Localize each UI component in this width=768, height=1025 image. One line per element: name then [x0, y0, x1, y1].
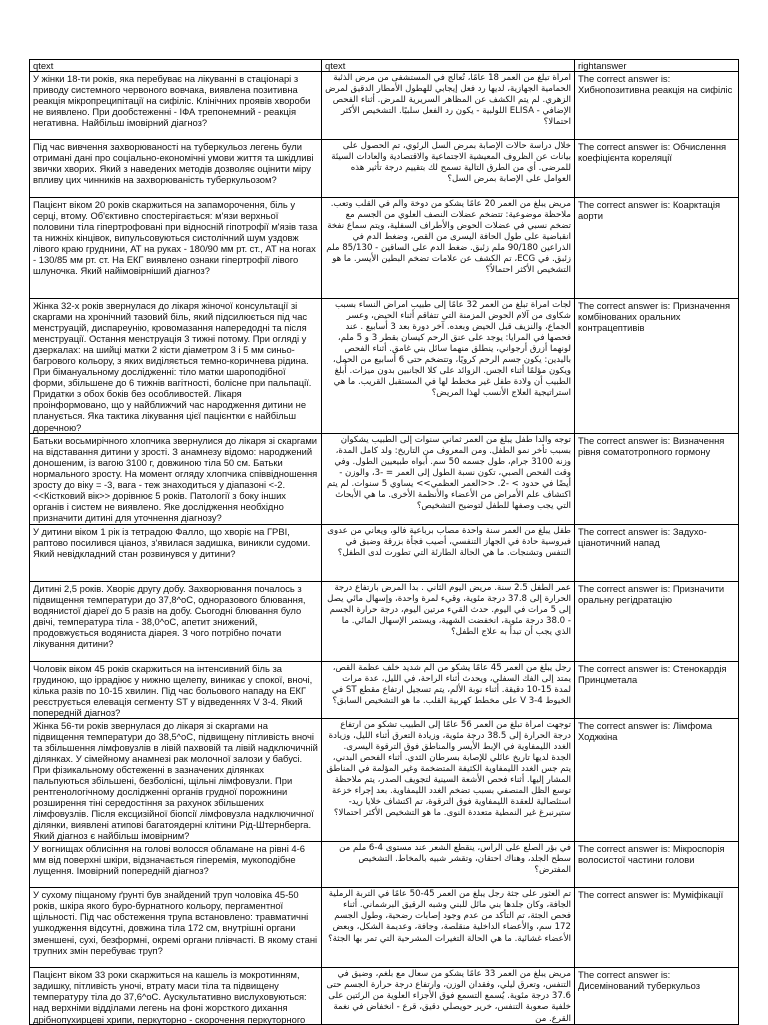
question-ar: [322, 718, 575, 842]
question-ar-text: توجهت امرأة تبلغ من العمر 56 عامًا إلى الطبيب تشكو من ارتفاع درجة الحرارة إلى 38.5 درجة مئوية، وزيادة التعرق أثناء الليل، وزيادة الغدد الليمفاوية في الإبط الأيسر والمناطق فوق الترقوة اليسرى. الجدة لديها تاريخ عائلي للإصابة بسرطان الثدي. أثناء الفحص البدني، يتم جس الغدد الليمفاوية الكثيفة المتضخمة وغير المؤلمة في المناطق المشار إليها. أثناء فحص الأشعة السينية لتجويف الصدر، يتم ملاحظة توسع الظل المنصفي بسبب تضخم الغدد الليمفاوية. بعد إجراء خزعة استئصالية للعقدة الليمفاوية فوق الترقوة، تم اكتشاف خلايا ريد-ستيرنبرغ غير النمطية متعددة النوى. ما هو التشخيص الأكثر احتمالا؟: [326, 719, 571, 819]
question-uk: Дитині 2,5 років. Хворіє другу добу. Захворювання почалось з підвищення температури до 37,8^oC, одноразового блювання, водянистої діареї до 5 разів на добу. Сьогодні блювання було двічі, температура тіла - 38,0^oC, апетит знижений, продовжується водяниста діарея. З чого потрібно почати лікування дитини?: [30, 581, 322, 661]
question-uk-text: Пацієнт віком 33 роки скаржиться на кашель із мокротинням, задишку, пітливість уночі, втрату маси тіла та підвищену температуру тіла до 37,6^oC. Аускультативно вислуховуються: над верхніми відділами легень на фоні жорсткого дихання дрібнопухирцеві хрипи, перкуторно - скорочення перкуторного: [33, 969, 307, 1025]
question-ar-text: توجه والدا طفل يبلغ من العمر ثماني سنوات إلى الطبيب يشكوان بسبب تأخر نمو الطفل. ومن المعروف من التاريخ: ولد كامل المدة، وزنه 3100 جرام، طول جسمه 50 سم. أبواه طبيعيين الطول. وفي وقت الفحص الصبي، تكون نسبة الطول إلى العمر = -3، والوزن - أيضًا في حدود > -2. <<العمر العظمي>> يساوي 5 سنوات. لم يتم اكتشاف علم الأمراض من الأعضاء والأنظمة الأخرى. ما هي الأبحاث التي يجب وصفها للطفل لتوضيح التشخيص؟: [327, 434, 571, 511]
question-uk: Під час вивчення захворюваності на туберкульоз легень були отримані дані про соціально-економічні умови життя та шкідливі звички хворих. Який з наведених методів дозволяє оцінити міру впливу цих чинників на захворюваність туберкульозом?: [30, 140, 322, 198]
question-ar: [322, 888, 575, 968]
question-uk: Жінка 56-ти років звернулася до лікаря зі скаргами на підвищення температури до 38,5^oC, підвищену пітливість вночі та збільшення лімфовузлів в лівій пахвовій та лівій надключичній ділянках. У сімейному анамнезі рак молочної залози у бабусі. При фізикальному обстеженні в зазначених ділянках пальпуються збільшені, безболісні, щільні лімфовузли. При рентгенологічному дослідженні органів грудної порожнини розширення тіні середостіння за рахунок збільшених лімфовузлів. Після ексцизійної біопсії лімфовузла надключичної ділянки, виявлені атипові багатоядерні клітини Рід-Штернберга. Який діагноз є найбільш імовірним?: [30, 718, 322, 842]
table-row: [30, 968, 739, 1025]
question-ar: [322, 299, 575, 434]
question-uk: Батьки восьмирічного хлопчика звернулися до лікаря зі скаргами на відставання дитини у зрості. З анамнезу відомо: народжений доношеним, із вагою 3100 г, довжиною тіла 50 см. Батьки нормального зросту. На момент огляду хлопчика співвідношення зросту до віку = -3, вага - теж знаходиться у діапазоні <-2. <<Кістковий вік>> дорівнює 5 років. Патології з боку інших органів і систем не виявлено. Яке дослідження необхідно призначити дитині для уточнення діагнозу?: [30, 433, 322, 524]
column-header-qtext-ar: qtext: [322, 60, 575, 72]
table-row: [30, 72, 739, 140]
right-answer: The correct answer is: Муміфікації: [575, 888, 739, 968]
right-answer: The correct answer is: Задухо-ціанотичний напад: [575, 524, 739, 581]
question-ar-text: تم العثور على جثة رجل يبلغ من العمر 45-50 عامًا في التربة الرملية الجافة، وكان جلدها بني مائل للبني وشبه الرقيق البرشماني. أثناء فحص الجثة، تم التأكد من عدم وجود إصابات رضحية، وطول الجسم 172 سم، والأعضاء الداخلية منقلصة، وجافة، وعديمة الشكل، وبعض الأعضاء غشائية. ما هي الحالة التغيرات المشرحية التي تمر بها الجثة؟: [328, 889, 571, 944]
right-answer: The correct answer is: Хибнопозитивна реакція на сифіліс: [575, 72, 739, 140]
question-ar: [322, 524, 575, 581]
question-ar: [322, 140, 575, 198]
column-header-qtext-uk: qtext: [30, 60, 322, 72]
table-row: [30, 581, 739, 661]
question-ar-text: خلال دراسة حالات الإصابة بمرض السل الرئوي، تم الحصول على بيانات عن الظروف المعيشية الاجتماعية والاقتصادية والعادات السيئة للمرضى. أي من الطرق التالية تسمح لك بتقييم درجة تأثير هذه العوامل على الإصابة بمرض السل؟: [331, 141, 571, 185]
header-row: [30, 60, 739, 72]
question-uk: Жінка 32-х років звернулася до лікаря жіночої консультації зі скаргами на хронічний тазовий біль, який підсилюється під час менструацій, диспареунію, кровомазання напередодні та після менструації. Остання менструація 3 тижні потому. При огляді у дзеркалах: на шийці матки 2 кісти діаметром 3 і 5 мм синьо-багрового кольору, з яких виділяється темно-коричнева рідина. При бімануальному дослідженні: тіло матки шароподібної форми, збільшене до 6 тижнів вагітності, болісне при пальпації. Придатки з обох боків без особливостей. Лікаря проінформовано, що у найближчий час народження дитини не планується. Яка тактика лікування цієї пацієнтки є найбільш доречною?: [30, 299, 322, 434]
question-uk: У сухому піщаному ґрунті був знайдений труп чоловіка 45-50 років, шкіра якого буро-бурнатного кольору, пергаментної щільності. Під час обстеження трупа встановлено: травматичні ушкодження відсутні, довжина тіла 172 см, внутрішні органи зменшені, сухі, безформні, окремі органи плівчасті. В якому стані трупних змін перебуває труп?: [30, 888, 322, 968]
question-ar-text: طفل يبلغ من العمر سنة واحدة مصاب برباعية فالو، ويعاني من عدوى فيروسية حادة في الجهاز التنفسي، أصيب فجأة بزرقة وضيق في التنفس وتشنجات. ما هي الحالة الطارئة التي تطورت لدى الطفل؟: [327, 525, 571, 558]
right-answer: The correct answer is: Лімфома Ходжкіна: [575, 718, 739, 842]
question-ar-text: رجل يبلغ من العمر 45 عامًا يشكو من ألم شديد خلف عظمة القص، يمتد إلى الفك السفلي، ويحدث أثناء الراحة، في الليل، عدة مرات لمدة 15-10 دقيقة. أثناء نوبة الألم، يتم تسجيل ارتفاع مقطع ST في الخيوط V 3-4 على مخطط كهربية القلب. ما هو التشخيص السابق؟: [331, 662, 571, 706]
table-row: [30, 299, 739, 434]
right-answer: The correct answer is: Дисемінований туберкульоз: [575, 968, 739, 1025]
question-uk: У вогнищах облисіння на голові волосся обламане на рівні 4-6 мм від поверхні шкіри, відзначається гіперемія, мукоподібне лущення. Імовірний попередній діагноз?: [30, 842, 322, 888]
question-ar: [322, 968, 575, 1025]
table-row: [30, 718, 739, 842]
right-answer: The correct answer is: Обчислення коефіцієнта кореляції: [575, 140, 739, 198]
question-uk: У дитини віком 1 рік із тетрадою Фалло, що хворіє на ГРВІ, раптово посилився ціаноз, з'явилася задишка, виникли судоми. Який невідкладний стан розвинувся у дитини?: [30, 524, 322, 581]
table-row: [30, 524, 739, 581]
question-ar: [322, 198, 575, 299]
question-ar: [322, 661, 575, 718]
question-ar-text: مريض يبلغ من العمر 20 عامًا يشكو من دوخة وألم في القلب وتعب. ملاحظة موضوعية: تتضخم عضلات النصف العلوي من الجسم مع تضخم نسبي في عضلات الحوض والأطراف السفلية، ويتم سماع نفخة انقباضية على طول الحافة اليسرى من القص، وضغط الدم في الذراعين 90/180 ملم زئبق. ضغط الدم على الساقين - 85/130 ملم زئبق. في ECG، تم الكشف عن علامات تضخم البطين الأيسر. ما هو التشخيص الأكثر احتمالاً؟: [326, 199, 571, 276]
right-answer: The correct answer is: Коарктація аорти: [575, 198, 739, 299]
questions-table: [29, 59, 739, 1025]
table-row: [30, 198, 739, 299]
question-ar: [322, 433, 575, 524]
right-answer: The correct answer is: Призначити оральну регідратацію: [575, 581, 739, 661]
question-uk: Чоловік віком 45 років скаржиться на інтенсивний біль за грудиною, що іррадіює у нижню щелепу, виникає у спокої, вночі, кілька разів по 10-15 хвилин. Під час больового нападу на ЕКГ реєструється елевація сегменту ST у відведеннях V 3-4. Який попередній діагноз?: [30, 661, 322, 718]
question-sheet: [29, 59, 738, 1025]
question-ar-text: عمر الطفل 2.5 سنة. مريض اليوم الثاني . بدأ المرض بارتفاع درجة الحرارة إلى 37.8 درجة مئوية، وقيء لمرة واحدة، وإسهال مائي يصل إلى 5 مرات في اليوم. حدث القيء مرتين اليوم، درجة حرارة الجسم - 38.0 درجة مئوية، انخفضت الشهية، ويستمر الإسهال المائي. ما الذي يجب أن تبدأ به علاج الطفل؟: [327, 582, 571, 637]
question-ar: [322, 842, 575, 888]
question-ar-text: امرأة تبلغ من العمر 18 عامًا، تُعالج في المستشفى من مرض الذئبة الحمامية الجهازية، لديها رد فعل إيجابي للهطول الأمطار الدقيق لمرض الزهري. لم يتم الكشف عن المظاهر السريرية للمرض. أثناء الفحص الإضافي - ELISA اللولبية - يكون رد الفعل سلبيًا. التشخيص الأكثر احتمالا؟: [325, 73, 571, 128]
question-uk: У жінки 18-ти років, яка перебуває на лікуванні в стаціонарі з приводу системного червоного вовчака, виявлена позитивна реакція мікропреципітації на сифіліс. Клінічних проявів хвороби не виявлено. При дообстеженні - ІФА трепонемний - реакція негативна. Найбільш імовірний діагноз?: [30, 72, 322, 140]
question-ar-text: مريض يبلغ من العمر 33 عامًا يشكو من سعال مع بلغم، وضيق في التنفس، وتعرق ليلي، وفقدان الوزن، وارتفاع درجة حرارة الجسم حتى 37.6 درجة مئوية. يُسمع التسمع فوق الأجزاء العلوية من الرئتين على خلفية صعوبة التنفس، خرير حويصلي دقيق، قرع - انخفاض في نغمة القرع. من: [326, 969, 571, 1024]
question-ar: [322, 72, 575, 140]
table-row: [30, 433, 739, 524]
table-row: [30, 140, 739, 198]
question-uk: Пацієнт віком 20 років скаржиться на запаморочення, біль у серці, втому. Об'єктивно спостерігається: м'язи верхньої половини тіла гіпертрофовані при відносній гіпотрофії м'язів таза та нижніх кінцівок, випульсовуються систолічний шум уздовж лівого краю груднини, АТ на руках - 180/90 мм рт. ст., АТ на ногах - 130/85 мм рт. ст. На ЕКГ виявлено ознаки гіпертрофії лівого шлуночка. Який найімовірніший діагноз?: [30, 198, 322, 299]
question-uk: [30, 968, 322, 1025]
table-row: [30, 842, 739, 888]
question-ar-text: في بؤر الصلع على الرأس، ينقطع الشعر عند مستوى 4-6 ملم من سطح الجلد، وهناك احتقان، وتقشر شبيه بالمخاط. التشخيص المفترض؟: [339, 843, 571, 876]
right-answer: The correct answer is: Призначення комбінованих оральних контрацептивів: [575, 299, 739, 434]
question-ar: [322, 581, 575, 661]
question-ar-text: لجأت امرأة تبلغ من العمر 32 عامًا إلى طبيب أمراض النساء بسبب شكاوى من آلام الحوض المزمنة التي تتفاقم أثناء الحيض، وعسر الجماع، والنزيف قبل الحيض وبعده. آخر دورة بعد 3 أسابيع . عند فحصها في المرايا: يوجد على عنق الرحم كيسان بقطر 3 و 5 ملم، لونهما أزرق أرجواني، ينطلق منهما سائل بني غامق. أثناء الفحص باليدين: يكون جسم الرحم كرويًا، وتتضخم حتى 6 أسابيع من الحمل، ويكون مؤلمًا أثناء الجس. الزوائد على كلا الجانبين بدون ميزات. أُبلغ الطبيب أن ولادة طفل غير مخطط لها في المستقبل القريب. ما هي استراتيجية العلاج الأنسب لهذا المريض؟: [332, 300, 571, 399]
column-header-rightanswer: rightanswer: [575, 60, 739, 72]
table-row: [30, 888, 739, 968]
right-answer: The correct answer is: Мікроспорія волосистої частини голови: [575, 842, 739, 888]
right-answer: The correct answer is: Визначення рівня соматотропного гормону: [575, 433, 739, 524]
table-row: [30, 661, 739, 718]
right-answer: The correct answer is: Стенокардія Принцметала: [575, 661, 739, 718]
